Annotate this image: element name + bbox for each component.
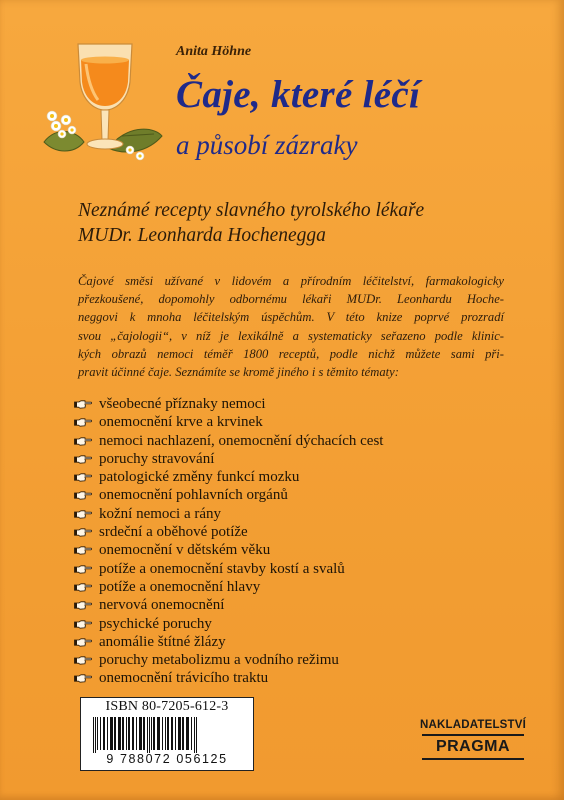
topic-label: patologické změny funkcí mozku: [99, 469, 300, 486]
barcode-bar: [143, 717, 145, 750]
barcode-bar: [151, 717, 152, 750]
topic-item: [74, 432, 383, 450]
pointing-hand-icon: [74, 418, 92, 427]
barcode-bar: [114, 717, 116, 750]
pointing-hand-icon: [74, 620, 92, 629]
publisher-rule: [422, 734, 524, 736]
pointing-hand-icon: [74, 674, 92, 683]
topic-item: [74, 523, 383, 541]
pointing-hand-icon: [74, 400, 92, 409]
barcode-bar: [167, 717, 169, 750]
barcode-bar: [95, 717, 96, 753]
description-line: pravit účinné čaje. Seznámíte se kromě jiného i s těmito tématy:: [78, 365, 399, 380]
barcode-bar: [165, 717, 166, 750]
topic-label: onemocnění trávicího traktu: [99, 670, 269, 687]
topic-item: [74, 651, 383, 669]
topic-item: [74, 486, 383, 504]
topic-label: poruchy metabolizmu a vodního režimu: [99, 652, 339, 669]
pointing-hand-icon: [74, 473, 92, 482]
topic-label: potíže a onemocnění stavby kostí a svalů: [99, 560, 345, 577]
barcode-digits: 9 788072 056125: [106, 752, 228, 766]
topic-label: nervová onemocnění: [99, 597, 225, 614]
isbn-number: ISBN 80-7205-612-3: [105, 699, 229, 714]
topic-item: [74, 468, 383, 486]
pointing-hand-icon: [74, 638, 92, 647]
topic-label: onemocnění krve a krvinek: [99, 414, 263, 431]
pointing-hand-icon: [74, 491, 92, 500]
topic-item: [74, 633, 383, 651]
barcode: [91, 717, 243, 753]
barcode-bar: [107, 717, 108, 750]
barcode-bar: [122, 717, 124, 750]
pointing-hand-icon: [74, 546, 92, 555]
topics-list: [74, 395, 383, 688]
description-line: svou „čajologii“, v níž je lexikálně a systematicky seřazeno podle klinic-: [78, 328, 504, 343]
topic-label: onemocnění pohlavních orgánů: [99, 487, 288, 504]
pointing-hand-icon: [74, 528, 92, 537]
barcode-bar: [149, 717, 150, 753]
barcode-bar: [153, 717, 155, 750]
barcode-bar: [194, 717, 195, 753]
barcode-bar: [100, 717, 101, 750]
topic-item: [74, 560, 383, 578]
barcode-bar: [97, 717, 98, 750]
barcode-bar: [132, 717, 134, 750]
barcode-bar: [178, 717, 181, 750]
isbn-barcode-box: [80, 697, 254, 771]
topic-label: potíže a onemocnění hlavy: [99, 578, 261, 595]
topic-item: [74, 596, 383, 614]
description-line: kých obrazů nemoci téměř 1800 receptů, podle nichž můžete sami při-: [78, 346, 504, 361]
publisher-rule: [422, 758, 524, 760]
topic-label: poruchy stravování: [99, 450, 215, 467]
book-title: Čaje, které léčí: [176, 73, 421, 116]
pointing-hand-icon: [74, 510, 92, 519]
barcode-bar: [147, 717, 148, 753]
barcode-bar: [103, 717, 105, 750]
barcode-bar: [126, 717, 127, 750]
barcode-bar: [196, 717, 197, 753]
description-line: Čajové směsi užívané v lidovém a přírodním léčitelství, farmakologicky: [78, 274, 504, 288]
topic-item: [74, 669, 383, 687]
barcode-bar: [139, 717, 142, 750]
barcode-bar: [110, 717, 113, 750]
topic-item: [74, 615, 383, 633]
topic-item: [74, 541, 383, 559]
topic-item: [74, 578, 383, 596]
tea-glass-illustration: [38, 30, 166, 170]
barcode-bar: [171, 717, 173, 750]
topic-item: [74, 395, 383, 413]
barcode-bar: [93, 717, 94, 753]
topic-item: [74, 505, 383, 523]
tagline-line: Neznámé recepty slavného tyrolského lékaře: [78, 200, 425, 221]
topic-label: psychické poruchy: [99, 615, 212, 632]
topic-label: všeobecné příznaky nemoci: [99, 396, 266, 412]
publisher-label: NAKLADATELSTVÍ: [419, 719, 527, 731]
pointing-hand-icon: [74, 437, 92, 446]
pointing-hand-icon: [74, 656, 92, 665]
description-paragraph: [78, 272, 504, 381]
topic-label: onemocnění v dětském věku: [99, 542, 271, 559]
topic-label: anomálie štítné žlázy: [99, 633, 226, 650]
barcode-bar: [157, 717, 160, 750]
barcode-bar: [162, 717, 163, 750]
barcode-bar: [136, 717, 137, 750]
description-line: přezkoušené, dopomohly odbornému lékaři MUDr. Leonhardu Hoche-: [78, 292, 504, 307]
barcode-bar: [175, 717, 176, 750]
tagline: [78, 198, 498, 248]
topic-label: nemoci nachlazení, onemocnění dýchacích cest: [99, 432, 384, 449]
pointing-hand-icon: [74, 601, 92, 610]
author-name: Anita Höhne: [176, 44, 252, 59]
publisher-name: PRAGMA: [435, 738, 511, 755]
barcode-bar: [182, 717, 184, 750]
topic-item: [74, 413, 383, 431]
topic-item: [74, 450, 383, 468]
pointing-hand-icon: [74, 565, 92, 574]
tagline-line: MUDr. Leonharda Hochenegga: [78, 225, 326, 246]
description-line: neggovi k mnoha léčitelským úspěchům. V této knize poprvé prozradí: [78, 310, 504, 325]
pointing-hand-icon: [74, 583, 92, 592]
pointing-hand-icon: [74, 455, 92, 464]
topic-label: srdeční a oběhové potíže: [99, 524, 248, 541]
barcode-bar: [191, 717, 192, 750]
barcode-bar: [118, 717, 121, 750]
barcode-bar: [128, 717, 130, 750]
book-subtitle: a působí zázraky: [176, 130, 358, 160]
barcode-bar: [186, 717, 189, 750]
topic-label: kožní nemoci a rány: [99, 505, 222, 522]
